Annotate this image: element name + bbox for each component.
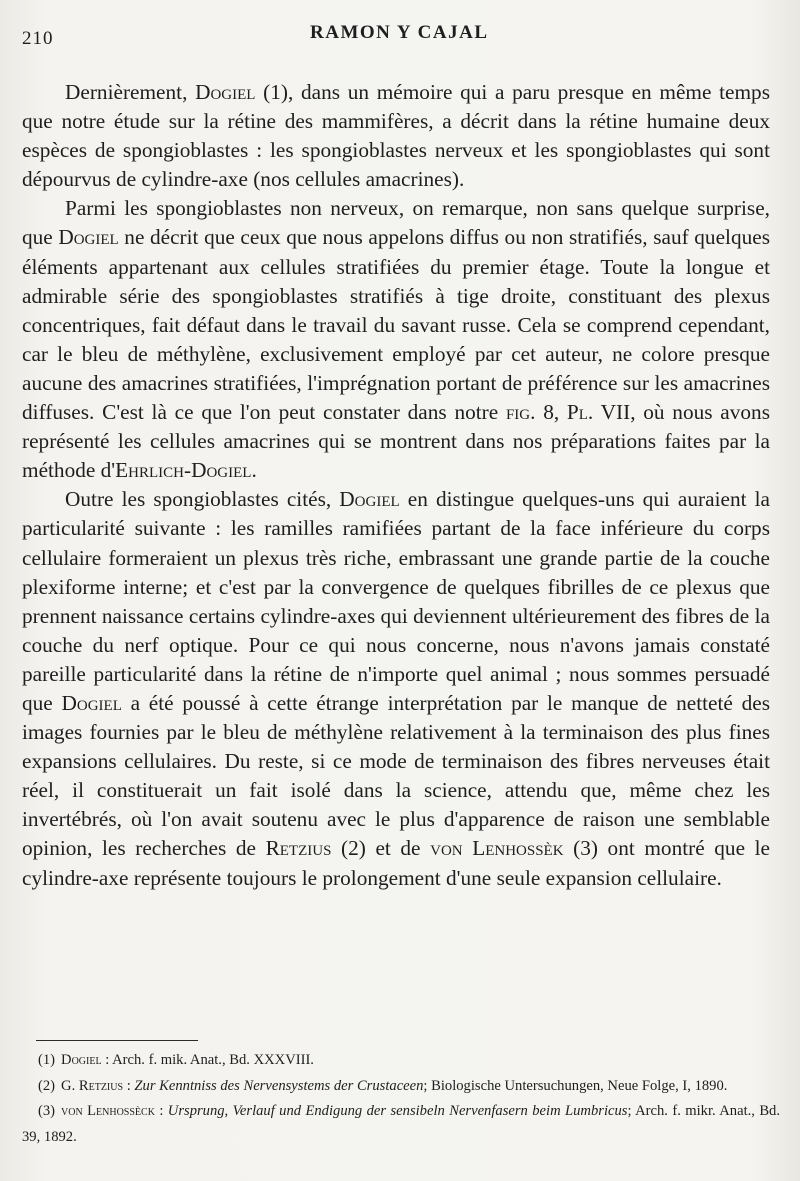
author-name: Dogiel	[61, 690, 122, 715]
author-name: Retzius	[265, 836, 332, 861]
paragraph-1	[22, 78, 770, 194]
footnote-text: :	[154, 1103, 168, 1119]
author-name: Dogiel	[195, 80, 256, 104]
text-run: a été poussé à cette étrange interprétation par le manque de netteté des images fournies par le bleu de méthylène relativement à la terminaison des plus fines expansions cellulaires. Du reste, si ce mode de terminaison des fibres nerveuses était réel, il constituerait un fait isolé dans la science, attendu que, même chez les invertébrés, où l'on avait soutenu avec le plus d'apparence de raison une semblable opinion, les recherches de	[22, 690, 771, 861]
running-head	[22, 22, 770, 49]
footnote-title: Zur Kenntniss des Nervensystems der Crustaceen	[134, 1077, 424, 1094]
text-run: Outre les spongioblastes cités,	[65, 487, 340, 512]
plate-reference: Pl.	[566, 400, 594, 425]
footnote-1	[22, 1048, 780, 1074]
author-name: von Lenhossèk	[430, 836, 564, 861]
paragraph-2	[22, 194, 770, 485]
text-run: 8,	[535, 400, 567, 425]
footnote-text: : Arch. f. mik. Anat., Bd. XXXVIII.	[101, 1052, 314, 1068]
footnote-text: :	[123, 1077, 135, 1094]
text-run: (3) ont montré que le cylindre-axe représente toujours le prolongement d'une seule expansion cellulaire.	[22, 836, 770, 890]
footnote-divider	[36, 1040, 198, 1041]
footnote-author: von Lenhossèck	[61, 1103, 155, 1119]
page-number: 210	[22, 28, 54, 49]
text-run: (1), dans un mémoire qui a paru presque en même temps que notre étude sur la rétine des mammifères, a décrit dans la rétine humaine deux espèces de spongioblastes : les spongioblastes nerveux et les spongioblastes qui sont dépourvus de cylindre-axe (nos cellules amacrines).	[22, 80, 770, 192]
footnotes	[22, 1048, 780, 1150]
author-name: Dogiel	[339, 487, 400, 512]
footnote-marker: (1)	[38, 1052, 56, 1068]
footnote-marker: (2)	[38, 1077, 56, 1094]
footnote-marker: (3)	[38, 1103, 56, 1119]
footnote-3	[22, 1099, 780, 1150]
figure-reference: fig.	[505, 400, 536, 425]
text-run: Parmi les spongioblastes non nerveux, on remarque, non sans quelque surprise, que	[22, 196, 770, 250]
method-name: Ehrlich-Dogiel	[115, 458, 252, 483]
body-text	[22, 78, 770, 893]
paragraph-3	[22, 485, 770, 892]
footnote-author: Dogiel	[61, 1052, 102, 1068]
footnote-text: ; Arch. f. mikr. Anat., Bd. 39, 1892.	[22, 1103, 781, 1145]
author-name: Dogiel	[58, 225, 119, 250]
footnote-title: Ursprung, Verlauf und Endigung der sensibeln Nervenfasern beim Lumbricus	[167, 1103, 628, 1119]
text-run: Dernièrement,	[65, 80, 196, 104]
footnote-2	[22, 1074, 780, 1100]
text-run: VII, où nous avons représenté les cellules amacrines qui se montrent dans nos préparations faites par la méthode d'	[22, 400, 770, 483]
text-run: ne décrit que ceux que nous appelons diffus ou non stratifiés, sauf quelques éléments appartenant aux cellules stratifiées du premier étage. Toute la longue et admirable série des spongioblastes stratifiés à tige droite, constituant des plexus concentriques, fait défaut dans le travail du savant russe. Cela se comprend cependant, car le bleu de méthylène, exclusivement employé par cet auteur, ne colore presque aucune des amacrines stratifiées, l'imprégnation portant de préférence sur les amacrines diffuses. C'est là ce que l'on peut constater dans notre	[22, 225, 770, 425]
text-run: .	[251, 458, 257, 483]
running-title: RAMON Y CAJAL	[310, 22, 489, 43]
text-run: (2) et de	[331, 836, 431, 861]
footnote-text: ; Biologische Untersuchungen, Neue Folge, I, 1890.	[423, 1077, 728, 1094]
text-run: en distingue quelques-uns qui auraient la particularité suivante : les ramilles ramifiées partant de la face inférieure du corps cellulaire formeraient un plexus très riche, embrassant une grande partie de la couche plexiforme interne; et c'est par la convergence de quelques fibrilles de ce plexus que prennent naissance certains cylindre-axes qui deviennent ultérieurement des fibres de la couche du nerf optique. Pour ce qui nous concerne, nous n'avons jamais constaté pareille particularité dans la rétine de n'importe quel animal ; nous sommes persuadé que	[22, 487, 770, 715]
footnote-author: G. Retzius	[61, 1077, 124, 1094]
